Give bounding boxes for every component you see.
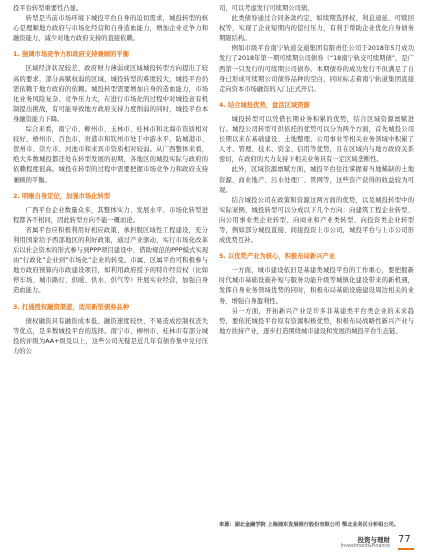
paragraph: 此类债券通过合同条款约定，如续期选择权、利息递延、可赎回权等，实现了企业短期内的偿付压力，有利于帮助企业优化自身债务期限结构。 [219,15,414,43]
paragraph: 结合城投公司在政策和资源这两方面的优势，以及城投转型中的实际案例，城投转型可以分成以下几个方向：向建筑工程企业转型、向公用事业类企业转型、向商业和产业类转型、向投资类企业转型等，例如部分城投直接、间接投资上市公司，城投平台与上市公司形成优势互补。 [219,196,414,245]
paragraph: 例如市级平台南宁轨道交通集团有限责任公司于2018年5月成功发行了2018年第一期可续期公司债券（“18南宁轨交可续期债”，是广西第一只发行的可续期公司债券。本期债券的成功发行不但满足了自身已形成可续期公司债券品种的空白，同时标志着南宁轨道集团直接走向资本市场融资的入门正式开启。 [219,45,414,93]
page-number: 77 [398,534,411,545]
paragraph: 区域经济状况较差、政府财力薄弱或区域城投转型方向提出了较高的要求，部分高赋权弱的区域，城投转型的难度较大，城投平台仍需依赖于地方政府的依赖。城投转型需要增加自身的造血能力，市场化业务风险复杂、竞争压力大，在进行市场化的过程中对城投意有机制提出挑战，有可能导致地方政府支持力度削弱的同时，城投平台本身融资能力下降。 [13,65,208,123]
paragraph: 一方面，城市建设依旧是基建类城投平台的工作重心，要把握新时代城市基础设施补短与服务功能升级等城镇化建设带来的新机遇，发挥自身业务领域优势的同时，积极布局基础设施建设周边相关的业务，增强自身盈利性。 [219,267,414,305]
footer-accent-bar [398,548,414,550]
section-heading: 4. 结合城投优势，盘活区域资源 [219,101,310,109]
paragraph: 城投转型可以凭借长期业务积累的优势，结合区域资源禀赋进行。城投公司转型可供依托的优势可以分为两个方面，首先城投公司长期以来在基础建设、土地整理、公用事业等相关业务领域中积累了人才、管理、技术、资金、信用等优势，且在区域内与地方政府关系密切，在政府的大力支持下相关业务具有一定区域垄断性。 [219,115,414,164]
source-note: 来源：湖北金融学院 上海浦东发展银行股份有限公司 鄂北业务区分析组公司。 [219,522,399,528]
brand-subtitle: Investment&Finance [340,544,390,549]
brand-title: 投资与理财 [357,536,390,544]
right-column [219,4,414,337]
left-column [13,4,208,357]
paragraph: 转型是当前市场环境下城投平台自身的迫切需求，城投转型的核心是理顺地方政府与市场化经营和自身造血能力，增加企业竞争力和融资能力，减少对地方政府支持的直接依赖。 [13,15,208,43]
paragraph: 综合来看，南宁市、柳州市、玉林市、桂林市和北海市资质相对较好，梧州市、百色市、贵港市和钦州市处于中游水平，防城港市、贺州市、崇左市、河池市和来宾市资质相对较弱。从广西整体来看，绝大多数城投都还处在转型发展的初期，各地区的城投实际与政府的依赖程度很高。城投在转型的过程中需要把握市场竞争力和政府支持兼顾的平衡。 [13,126,208,184]
paragraph: 广西平台企业数量众多，其整体实力、发展水平、市场化转型进程都各不相同，因此转型方向不能一概而论。 [13,206,208,224]
footer-brand [330,536,390,550]
paragraph: 此外，区域资源禀赋方面，城投平台往往掌握着当地稀缺的土地资源、商业地产、污水处理厂、管网等，这些资产获得的收益较为可观。 [219,166,414,194]
paragraph: 省属平台应积极利用好相应政策、承担脱区域性工程建设，充分利用国家给予西部地区的利好政策，通过产业驱动，实行市场化改革后以社会资本的形式参与到PPP项目建设中，借助规范的PPP模式实现由“行政化”企业到“市场化”企业的转变。市属、区属平台可积极参与地方政府预算内市政建设项目，如利用政府授予的特许经营权（比如停车场、城市路灯、供暖、供水、供气等）开展实业经营，加强自身造血能力。 [13,226,208,295]
paragraph: 司，可以考虑发行可续期公司债。 [219,5,314,12]
section-heading: 3. 打通授权融资渠道，适用新型债券品种 [13,303,130,311]
paragraph: 投平台转型重要性凸显。 [13,5,83,12]
paragraph: 另一方面，开拓新兴产业是许多非基建类平台类企业的未来趋势，要依托城投平台原有资源积极优势，积极布局战略性新兴产业与地方扶持产业，逐步打造围绕城市建设和发展的城投平台生态链。 [219,307,414,335]
section-heading: 2. 明晰自身定位，加强市场化转型 [13,192,111,200]
paragraph: 债权融资具有融资成本低、融资速度较快、不易造成控制权丧失等优点，是多数城投平台的选择。南宁市、柳州市、桂林市有部分城投的评级为AA+级及以上，这些公司无疑是近几年有债券集中兑付压力的公 [13,317,208,355]
section-heading: 5. 以优势产业为核心，积极布局新兴产业 [219,253,336,261]
section-heading: 1. 强调市场竞争力和政府支持兼顾的平衡 [13,51,130,59]
